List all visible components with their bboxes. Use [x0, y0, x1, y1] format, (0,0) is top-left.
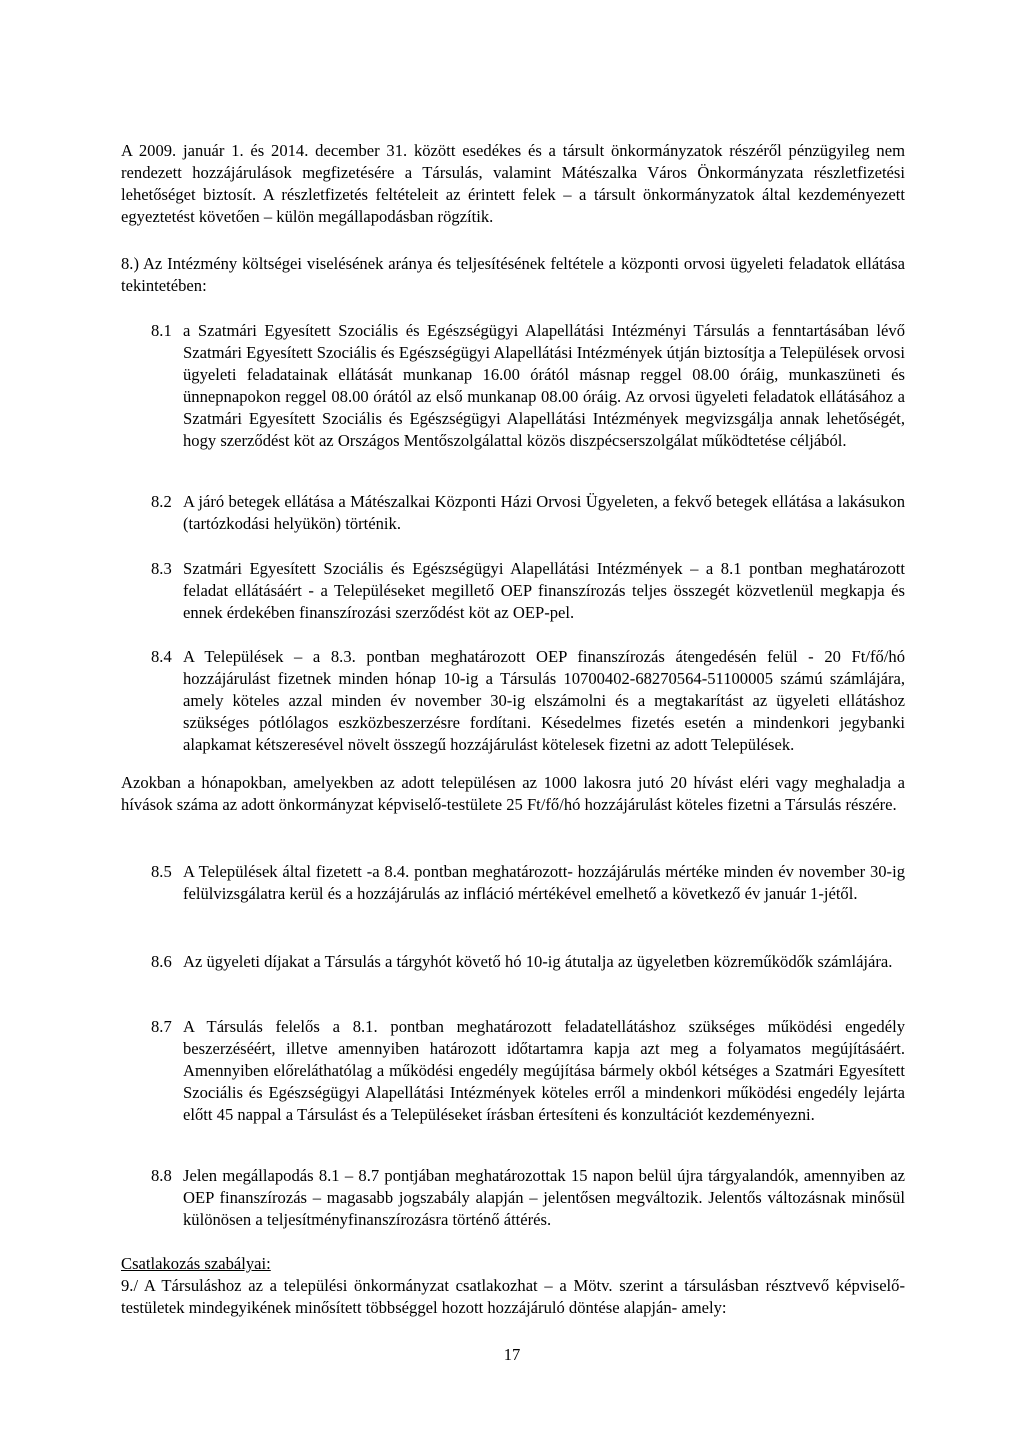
item-number: 8.3: [151, 559, 172, 578]
list-item-8-4: [151, 646, 905, 756]
item-text: A Települések által fizetett -a 8.4. pontban meghatározott- hozzájárulás mértéke minden év november 30-ig felülvizsgálatra kerül és a hozzájárulás az infláció mértékével emelhető a következő év január 1-jétől.: [183, 862, 905, 903]
item-text: A Társulás felelős a 8.1. pontban meghatározott feladatellátáshoz szükséges működési engedély beszerzéséért, illetve amennyiben határozott időtartamra kapja azt meg a folyamatos megújításáért. Amennyiben előreláthatólag a működési engedély megújítása bármely okból kétséges a Szatmári Egyesített Szociális és Egészségügyi Alapellátási Intézmények köteles erről a mindenkori működési engedély lejárta előtt 45 nappal a Társulást és a Településeket írásban értesíteni és konzultációt kezdeményezni.: [183, 1017, 905, 1124]
item-number: 8.4: [151, 647, 172, 666]
section-8-paragraph: 8.) Az Intézmény költségei viselésének aránya és teljesítésének feltétele a központi orvosi ügyeleti feladatok ellátása tekintetében:: [121, 254, 905, 295]
list-item-8-6: [151, 951, 905, 973]
list-item-8-7: [151, 1016, 905, 1126]
item-number: 8.8: [151, 1166, 172, 1185]
item-text: A járó betegek ellátása a Mátészalkai Központi Házi Orvosi Ügyeleten, a fekvő betegek ellátása a lakásukon (tartózkodási helyükön) történik.: [183, 492, 905, 533]
item-text: Az ügyeleti díjakat a Társulás a tárgyhót követő hó 10-ig átutalja az ügyeletben közreműködők számlájára.: [183, 952, 893, 971]
page-number: 17: [503, 1345, 521, 1364]
item-number: 8.7: [151, 1017, 172, 1036]
list-item-8-2: [151, 491, 905, 535]
list-item-8-5: [151, 861, 905, 905]
item-number: 8.1: [151, 321, 172, 340]
list-item-8-3: [151, 558, 905, 624]
item-text: Szatmári Egyesített Szociális és Egészségügyi Alapellátási Intézmények – a 8.1 pontban meghatározott feladat ellátásáért - a Településeket megillető OEP finanszírozás teljes összegét közvetlenül megkapja és ennek érdekében finanszírozási szerződést köt az OEP-pel.: [183, 559, 905, 622]
list-item-8-1: [151, 320, 905, 452]
section-9-paragraph: 9./ A Társuláshoz az a települési önkormányzat csatlakozhat – a Mötv. szerint a társulásban résztvevő képviselő-testületek mindegyikének minősített többséggel hozott hozzájáruló döntése alapján- amely:: [121, 1276, 905, 1317]
item-text: Jelen megállapodás 8.1 – 8.7 pontjában meghatározottak 15 napon belül újra tárgyalandók, amennyiben az OEP finanszírozás – magasabb jogszabály alapján – jelentősen megváltozik. Jelentős változásnak minősül különösen a teljesítményfinanszírozásra történő áttérés.: [183, 1166, 905, 1229]
monthly-calls-paragraph: Azokban a hónapokban, amelyekben az adott településen az 1000 lakosra jutó 20 hívást eléri vagy meghaladja a hívások száma az adott önkormányzat képviselő-testülete 25 Ft/fő/hó hozzájárulást köteles fizetni a Társulás részére.: [121, 773, 905, 814]
item-text: A Települések – a 8.3. pontban meghatározott OEP finanszírozás átengedésén felül - 20 Ft/fő/hó hozzájárulást fizetnek minden hónap 10-ig a Társulás 10700402-68270564-51100005 számú számlájára, amely köteles azzal minden év november 30-ig elszámolni és a megtakarítást az ügyeleti ellátáshoz szükséges pótlólagos eszközbeszerzésre fordítani. Késedelmes fizetés esetén a mindenkori jegybanki alapkamat kétszeresével növelt összegű hozzájárulást kötelesek fizetni az adott Települések.: [183, 647, 905, 754]
item-number: 8.5: [151, 862, 172, 881]
item-number: 8.2: [151, 492, 172, 511]
item-text: a Szatmári Egyesített Szociális és Egészségügyi Alapellátási Intézményi Társulás a fenntartásában lévő Szatmári Egyesített Szociális és Egészségügyi Alapellátási Intézmények útján biztosítja a Települések orvosi ügyeleti feladatainak ellátását munkanap 16.00 órától másnap reggel 08.00 óráig, munkaszüneti és ünnepnapokon reggel 08.00 órától az első munkanap 08.00 óráig. Az orvosi ügyeleti feladatok ellátásához a Szatmári Egyesített Szociális és Egészségügyi Alapellátási Intézmények megvizsgálja annak lehetőségét, hogy szerződést köt az Országos Mentőszolgálattal közös diszpécserszolgálat működtetése céljából.: [183, 321, 905, 450]
intro-paragraph: A 2009. január 1. és 2014. december 31. között esedékes és a társult önkormányzatok részéről pénzügyileg nem rendezett hozzájárulások megfizetésére a Társulás, valamint Mátészalka Város Önkormányzata részletfizetési lehetőséget biztosít. A részletfizetés feltételeit az érintett felek – a társult önkormányzatok által kezdeményezett egyeztetést követően – külön megállapodásban rögzítik.: [121, 141, 905, 226]
item-number: 8.6: [151, 952, 172, 971]
section-heading-joining-rules: Csatlakozás szabályai:: [121, 1254, 271, 1273]
list-item-8-8: [151, 1165, 905, 1231]
